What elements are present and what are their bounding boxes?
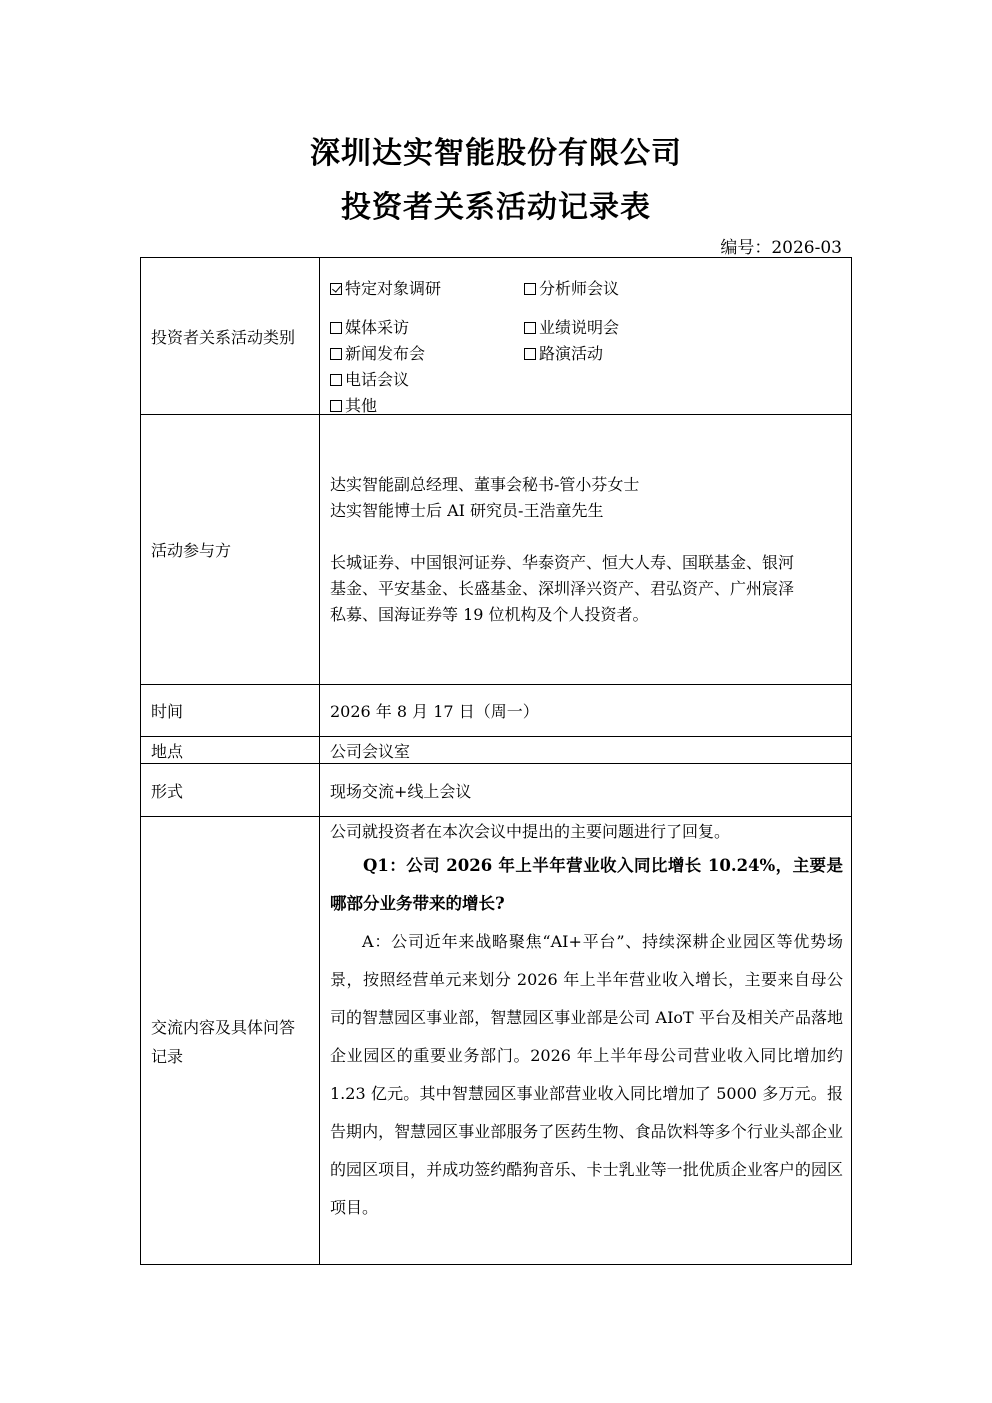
answer-1: A：公司近年来战略聚焦“AI+平台”、持续深耕企业园区等优势场景，按照经营单元来划分 2026 年上半年营业收入增长，主要来自母公司的智慧园区事业部，智慧园区事业部是公司 AIoT 平台及相关产品落地企业园区的重要业务部门。2026 年上半年母公司营业收入同比增加约 1.23 亿元。其中智慧园区事业部营业收入同比增加了 5000 多万元。报告期内，智慧园区事业部服务了医药生物、食品饮料等多个行业头部企业的园区项目，并成功签约酷狗音乐、卡士乳业等一批优质企业客户的园区项目。: [330, 932, 843, 1217]
qa-label: [141, 817, 320, 1265]
category-options: [320, 258, 852, 415]
unchecked-box-icon: [330, 348, 342, 360]
location-value: 公司会议室: [320, 737, 852, 764]
category-option-label: 分析师会议: [539, 279, 620, 298]
company-name: 深圳达实智能股份有限公司: [310, 136, 682, 171]
category-option-label: 电话会议: [345, 370, 410, 389]
category-option: [524, 341, 603, 364]
category-option-label: 特定对象调研: [345, 279, 442, 298]
document-number: 编号：2026-03: [720, 238, 842, 258]
qa-content: [320, 817, 852, 1265]
record-table: [140, 257, 852, 1265]
unchecked-box-icon: [330, 374, 342, 386]
location-row: [141, 737, 852, 764]
category-option-label: 其他: [345, 396, 378, 415]
format-value: 现场交流+线上会议: [320, 764, 852, 817]
category-option-label: 新闻发布会: [345, 344, 426, 363]
investor-line: 基金、平安基金、长盛基金、深圳泽兴资产、君弘资产、广州宸泽: [330, 578, 795, 598]
format-label: 形式: [141, 764, 320, 817]
category-label: 投资者关系活动类别: [141, 258, 320, 415]
investor-line: 长城证券、中国银河证券、华泰资产、恒大人寿、国联基金、银河: [330, 552, 795, 572]
category-option-label: 路演活动: [539, 344, 604, 363]
document-title: 投资者关系活动记录表: [341, 190, 651, 225]
category-option: [524, 315, 619, 338]
category-option: [330, 315, 409, 338]
category-option-label: 业绩说明会: [539, 318, 620, 337]
qa-row: [141, 817, 852, 1265]
unchecked-box-icon: [524, 283, 536, 295]
question-1: Q1：公司 2026 年上半年营业收入同比增长 10.24%，主要是哪部分业务带来的增长?: [330, 856, 843, 913]
category-row: [141, 258, 852, 415]
category-option: [330, 276, 441, 299]
participant-line: 达实智能副总经理、董事会秘书-管小芬女士: [330, 474, 640, 494]
category-option: [330, 341, 425, 364]
participants-row: [141, 415, 852, 685]
category-option-label: 媒体采访: [345, 318, 410, 337]
unchecked-box-icon: [330, 322, 342, 334]
unchecked-box-icon: [330, 400, 342, 412]
unchecked-box-icon: [524, 322, 536, 334]
participant-line: 达实智能博士后 AI 研究员-王浩童先生: [330, 500, 604, 520]
time-value: 2026 年 8 月 17 日（周一）: [320, 685, 852, 737]
time-label: 时间: [141, 685, 320, 737]
category-option: [330, 367, 409, 390]
category-option: [330, 393, 377, 416]
unchecked-box-icon: [524, 348, 536, 360]
investor-line: 私募、国海证券等 19 位机构及个人投资者。: [330, 604, 649, 624]
checked-box-icon: [330, 283, 342, 295]
format-row: [141, 764, 852, 817]
participants-label: 活动参与方: [141, 415, 320, 685]
location-label: 地点: [141, 737, 320, 764]
qa-intro: 公司就投资者在本次会议中提出的主要问题进行了回复。: [330, 822, 731, 841]
qa-label-line: 交流内容及具体问答: [151, 1017, 296, 1037]
time-row: [141, 685, 852, 737]
qa-label-line: 记录: [151, 1046, 184, 1066]
category-option: [524, 276, 619, 299]
participants-value: [320, 415, 852, 685]
